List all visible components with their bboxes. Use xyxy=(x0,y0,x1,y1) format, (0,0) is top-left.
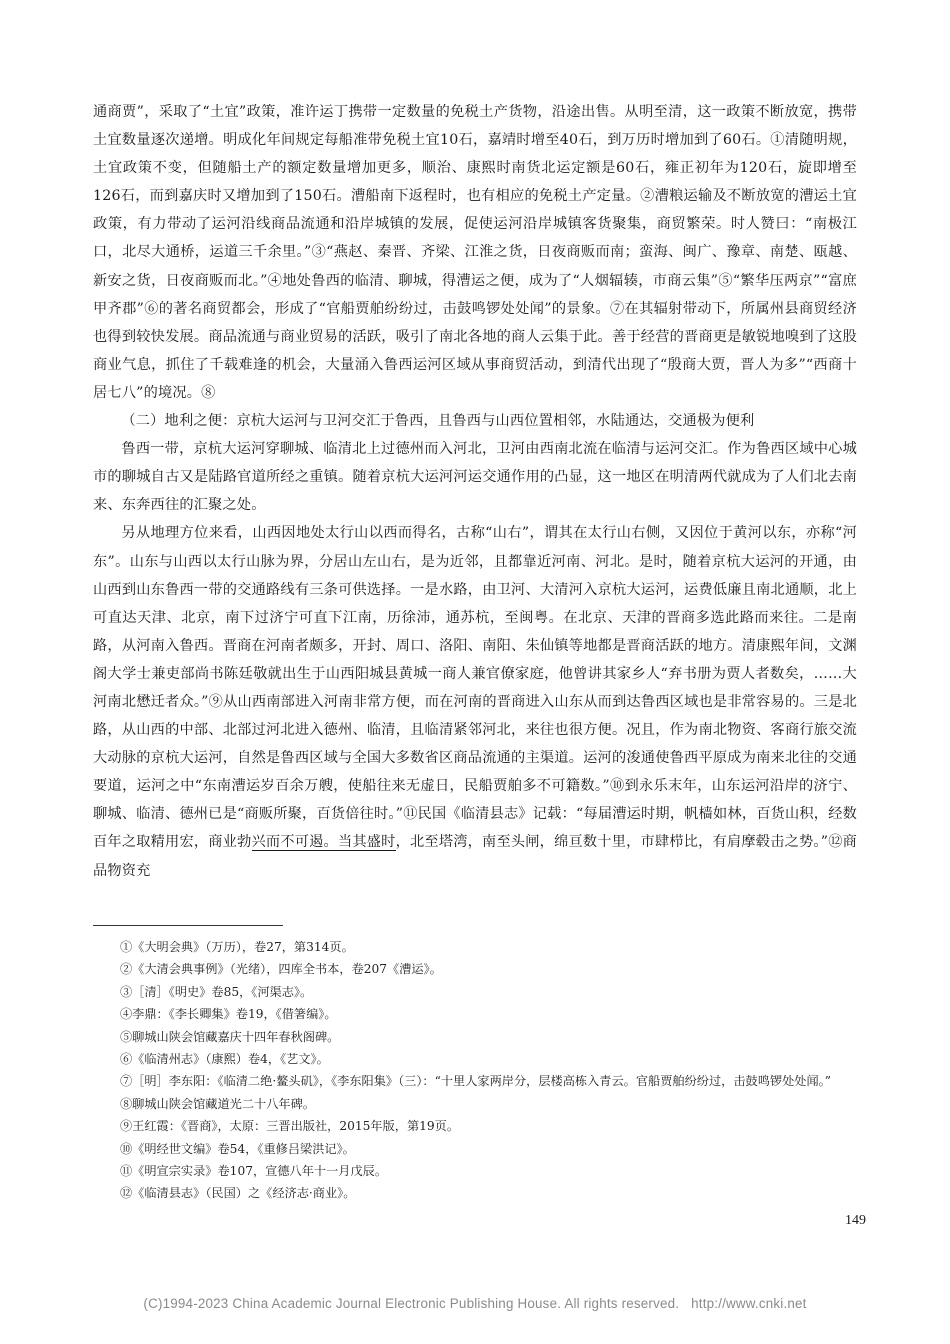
copyright-url: http://www.cnki.net xyxy=(691,1296,807,1311)
footnote-8: ⑧聊城山陕会馆藏道光二十八年碑。 xyxy=(120,1096,315,1111)
footnote-6: ⑥《临清州志》（康熙）卷4，《艺文》。 xyxy=(120,1052,329,1067)
footnote-10: ⑩《明经世文编》卷54，《重修吕梁洪记》。 xyxy=(120,1141,355,1156)
section-heading: （二）地利之便：京杭大运河与卫河交汇于鲁西，且鲁西与山西位置相邻，水陆通达，交通极为便利 xyxy=(121,413,755,430)
footnote-7: ⑦［明］李东阳：《临清二绝·鳌头矶》，《李东阳集》（三）：“十里人家两岸分，层楼高栋入青云。官船贾舶纷纷过，击鼓鸣锣处处闻。” xyxy=(120,1074,831,1089)
footnote-12: ⑫《临清县志》（民国）之《经济志·商业》。 xyxy=(120,1186,356,1201)
footnote-11: ⑪《明宣宗实录》卷107，宣德八年十一月戊辰。 xyxy=(120,1164,388,1179)
footnotes xyxy=(120,936,857,1205)
body-paragraph-1: 通商贾”，采取了“土宜”政策，准许运丁携带一定数量的免税土产货物，沿途出售。从明至清，这一政策不断放宽，携带土宜数量逐次递增。明成化年间规定每船准带免税土宜10石，嘉靖时增至40石，到万历时增加到了60石。①清随明规，土宜政策不变，但随船土产的额定数量增加更多，顺治、康熙时南货北运定额是60石，雍正初年为120石，旋即增至126石，而到嘉庆时又增加到了150石。漕船南下返程时，也有相应的免税土产定量。②漕粮运输及不断放宽的漕运土宜政策，有力带动了运河沿线商品流通和沿岸城镇的发展，促使运河沿岸城镇客货聚集，商贸繁荣。时人赞曰：“南极江口，北尽大通桥，运道三千余里。”③“燕赵、秦晋、齐梁、江淮之货，日夜商贩而南；蛮海、闽广、豫章、南楚、瓯越、新安之货，日夜商贩而北。”④地处鲁西的临清、聊城，得漕运之便，成为了“人烟辐辏，市商云集”⑤“繁华压两京”“富庶甲齐郡”⑥的著名商贸都会，形成了“官船贾舶纷纷过，击鼓鸣锣处处闻”的景象。⑦在其辐射带动下，所属州县商贸经济也得到较快发展。商品流通与商业贸易的活跃，吸引了南北各地的商人云集于此。善于经营的晋商更是敏锐地嗅到了这股商业气息，抓住了千载难逢的机会，大量涌入鲁西运河区域从事商贸活动，到清代出现了“殷商大贾，晋人为多”“西商十居七八”的境况。⑧ xyxy=(93,104,857,401)
footnote-divider xyxy=(93,925,283,926)
body-paragraph-3-part-a: 另从地理方位来看，山西因地处太行山以西而得名，古称“山右”，谓其在太行山右侧，又因位于黄河以东，亦称“河东”。山东与山西以太行山脉为界，分居山左山右，是为近邻，且都靠近河南、河北。是时，随着京杭大运河的开通，由山西到山东鲁西一带的交通路线有三条可供选择。一是水路，由卫河、大清河入京杭大运河，运费低廉且南北通顺，北上可直达天津、北京，南下过济宁可直下江南，历徐沛，通苏杭，至闽粤。在北京、天津的晋商多选此路而来往。二是南路，从河南入鲁西。晋商在河南者颇多，开封、周口、洛阳、南阳、朱仙镇等地都是晋商活跃的地方。清康熙年间，文渊阁大学士兼吏部尚书陈廷敬就出生于山西阳城县黄城一商人兼官僚家庭，他曾讲其家乡人“弃书册为贾人者数矣，……大河南北懋迁者众。”⑨从山西南部进入河南非常方便，而在河南的晋商进入山东从而到达鲁西区域也是非常容易的。三是北路，从山西的中部、北部过河北进入德州、临清，且临清紧邻河北，来往也很方便。况且，作为南北物资、客商行旅交流大动脉的京杭大运河，自然是鲁西区域与全国大多数省区商品流通的主渠道。运河的浚通使鲁西平原成为南来北往的交通要道，运河之中“东南漕运岁百余万艘，使船往来无虚日，民船贾舶多不可籍数。”⑩到永乐末年，山东运河沿岸的济宁、聊城、临清、德州已是“商贩所聚，百货倍往时。”⑪民国《临清县志》记载：“每届漕运时期，帆樯如林，百货山积，经数百年之取精用宏，商业勃 xyxy=(93,525,857,851)
footnote-4: ④李鼎：《李长卿集》卷19，《借箸编》。 xyxy=(120,1007,337,1022)
article-body xyxy=(93,98,857,885)
underlined-phrase: 兴而不可遏。当其盛时 xyxy=(251,834,396,851)
footnote-3: ③［清］《明史》卷85，《河渠志》。 xyxy=(120,984,313,999)
footnote-5: ⑤聊城山陕会馆藏嘉庆十四年春秋阁碑。 xyxy=(120,1029,340,1044)
copyright-notice: (C)1994-2023 China Academic Journal Electronic Publishing House. All rights reserved. xyxy=(143,1296,680,1311)
body-paragraph-3 xyxy=(93,519,857,884)
footnote-1: ①《大明会典》（万历），卷27，第314页。 xyxy=(120,940,354,954)
page-number: 149 xyxy=(845,1213,866,1228)
copyright-footer xyxy=(8,1296,942,1311)
body-paragraph-2: 鲁西一带，京杭大运河穿聊城、临清北上过德州而入河北，卫河由西南北流在临清与运河交汇。作为鲁西区域中心城市的聊城自古又是陆路官道所经之重镇。随着京杭大运河河运交通作用的凸显，这一地区在明清两代就成为了人们北去南来、东奔西往的汇聚之处。 xyxy=(93,441,857,514)
footnote-2: ②《大清会典事例》（光绪），四库全书本，卷207《漕运》。 xyxy=(120,962,442,977)
body-paragraph-3-part-b: ，北至塔湾，南至头闸，绵亘数十里，市肆栉比，有肩摩毂击之势。”⑫商品物资充 xyxy=(93,834,858,879)
footnote-9: ⑨王红霞：《晋商》，太原：三晋出版社，2015年版，第19页。 xyxy=(120,1119,460,1134)
